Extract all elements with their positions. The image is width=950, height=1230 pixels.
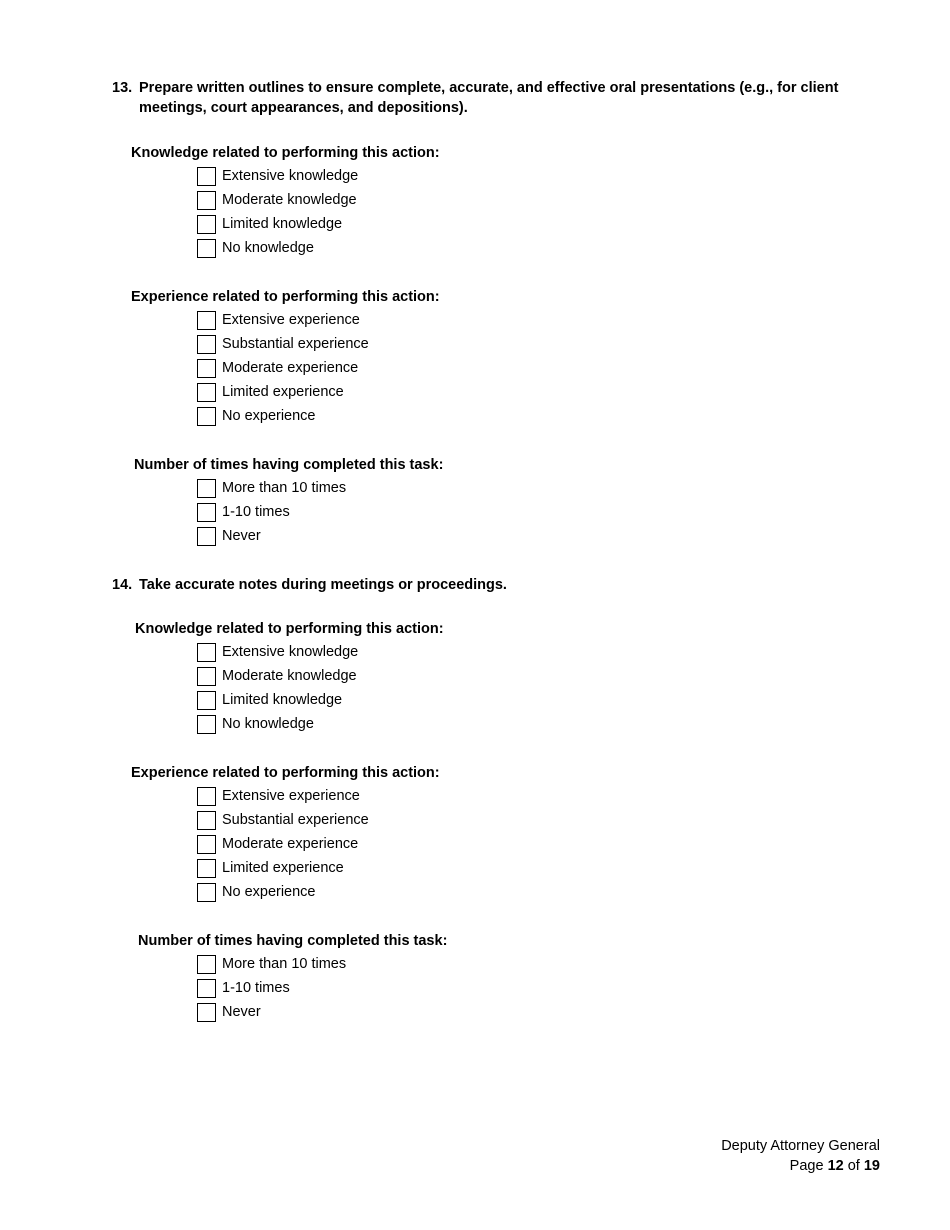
page-number [721,1156,880,1176]
checkbox[interactable] [197,503,216,522]
question-number: 13. [112,80,133,96]
checkbox[interactable] [197,643,216,662]
option-label: Extensive knowledge [222,168,359,184]
option-extensive-experience[interactable] [197,309,360,331]
option-extensive-knowledge[interactable] [197,641,358,663]
question-14 [112,575,882,595]
experience-heading: Experience related to performing this action: [131,289,440,305]
option-label: Substantial experience [222,336,369,352]
question-13 [112,78,882,118]
option-1-10-times[interactable] [197,977,290,999]
checkbox[interactable] [197,215,216,234]
total-pages: 19 [863,1158,880,1174]
option-label: No knowledge [222,716,314,732]
checkbox[interactable] [197,691,216,710]
option-label: Never [222,528,261,544]
option-label: No knowledge [222,240,314,256]
checkbox[interactable] [197,715,216,734]
option-label: Limited experience [222,384,344,400]
checkbox[interactable] [197,979,216,998]
checkbox[interactable] [197,383,216,402]
option-label: More than 10 times [222,480,347,496]
page-footer [721,1136,880,1176]
option-moderate-knowledge[interactable] [197,665,357,687]
experience-heading: Experience related to performing this action: [131,765,440,781]
option-label: Extensive knowledge [222,644,359,660]
option-moderate-experience[interactable] [197,357,358,379]
checkbox[interactable] [197,311,216,330]
option-label: No experience [222,884,316,900]
checkbox[interactable] [197,527,216,546]
checkbox[interactable] [197,239,216,258]
option-never[interactable] [197,1001,261,1023]
option-no-knowledge[interactable] [197,713,314,735]
of-label: of [847,1158,860,1174]
checkbox[interactable] [197,787,216,806]
option-label: Moderate experience [222,360,359,376]
question-text: Take accurate notes during meetings or proceedings. [139,577,507,593]
option-limited-knowledge[interactable] [197,213,342,235]
checkbox[interactable] [197,335,216,354]
knowledge-heading: Knowledge related to performing this action: [135,621,444,637]
knowledge-heading: Knowledge related to performing this action: [131,145,440,161]
times-completed-heading: Number of times having completed this task: [134,457,444,473]
option-label: Limited knowledge [222,216,343,232]
option-label: Moderate knowledge [222,192,357,208]
option-label: Extensive experience [222,788,360,804]
page-label: Page [789,1158,824,1174]
checkbox[interactable] [197,1003,216,1022]
option-label: Limited experience [222,860,344,876]
checkbox[interactable] [197,955,216,974]
option-extensive-knowledge[interactable] [197,165,358,187]
option-label: Extensive experience [222,312,360,328]
times-completed-heading: Number of times having completed this task: [138,933,448,949]
checkbox[interactable] [197,407,216,426]
option-limited-experience[interactable] [197,857,344,879]
option-extensive-experience[interactable] [197,785,360,807]
checkbox[interactable] [197,883,216,902]
option-no-experience[interactable] [197,405,316,427]
option-never[interactable] [197,525,261,547]
checkbox[interactable] [197,667,216,686]
question-text: Prepare written outlines to ensure complete, accurate, and effective oral presentations (e.g., for client meetings, court appearances, and depositions). [139,80,839,116]
checkbox[interactable] [197,167,216,186]
question-number: 14. [112,577,133,593]
option-substantial-experience[interactable] [197,809,369,831]
option-limited-experience[interactable] [197,381,344,403]
checkbox[interactable] [197,859,216,878]
checkbox[interactable] [197,811,216,830]
option-moderate-knowledge[interactable] [197,189,357,211]
option-label: Moderate knowledge [222,668,357,684]
option-substantial-experience[interactable] [197,333,369,355]
option-label: 1-10 times [222,504,290,520]
option-more-than-10-times[interactable] [197,477,346,499]
option-no-knowledge[interactable] [197,237,314,259]
option-1-10-times[interactable] [197,501,290,523]
option-label: Limited knowledge [222,692,343,708]
checkbox[interactable] [197,191,216,210]
option-label: Moderate experience [222,836,359,852]
current-page: 12 [827,1158,844,1174]
option-label: Substantial experience [222,812,369,828]
option-label: No experience [222,408,316,424]
checkbox[interactable] [197,479,216,498]
option-limited-knowledge[interactable] [197,689,342,711]
option-label: 1-10 times [222,980,290,996]
option-label: More than 10 times [222,956,347,972]
option-more-than-10-times[interactable] [197,953,346,975]
option-no-experience[interactable] [197,881,316,903]
checkbox[interactable] [197,359,216,378]
option-moderate-experience[interactable] [197,833,358,855]
option-label: Never [222,1004,261,1020]
checkbox[interactable] [197,835,216,854]
footer-title: Deputy Attorney General [721,1138,880,1154]
